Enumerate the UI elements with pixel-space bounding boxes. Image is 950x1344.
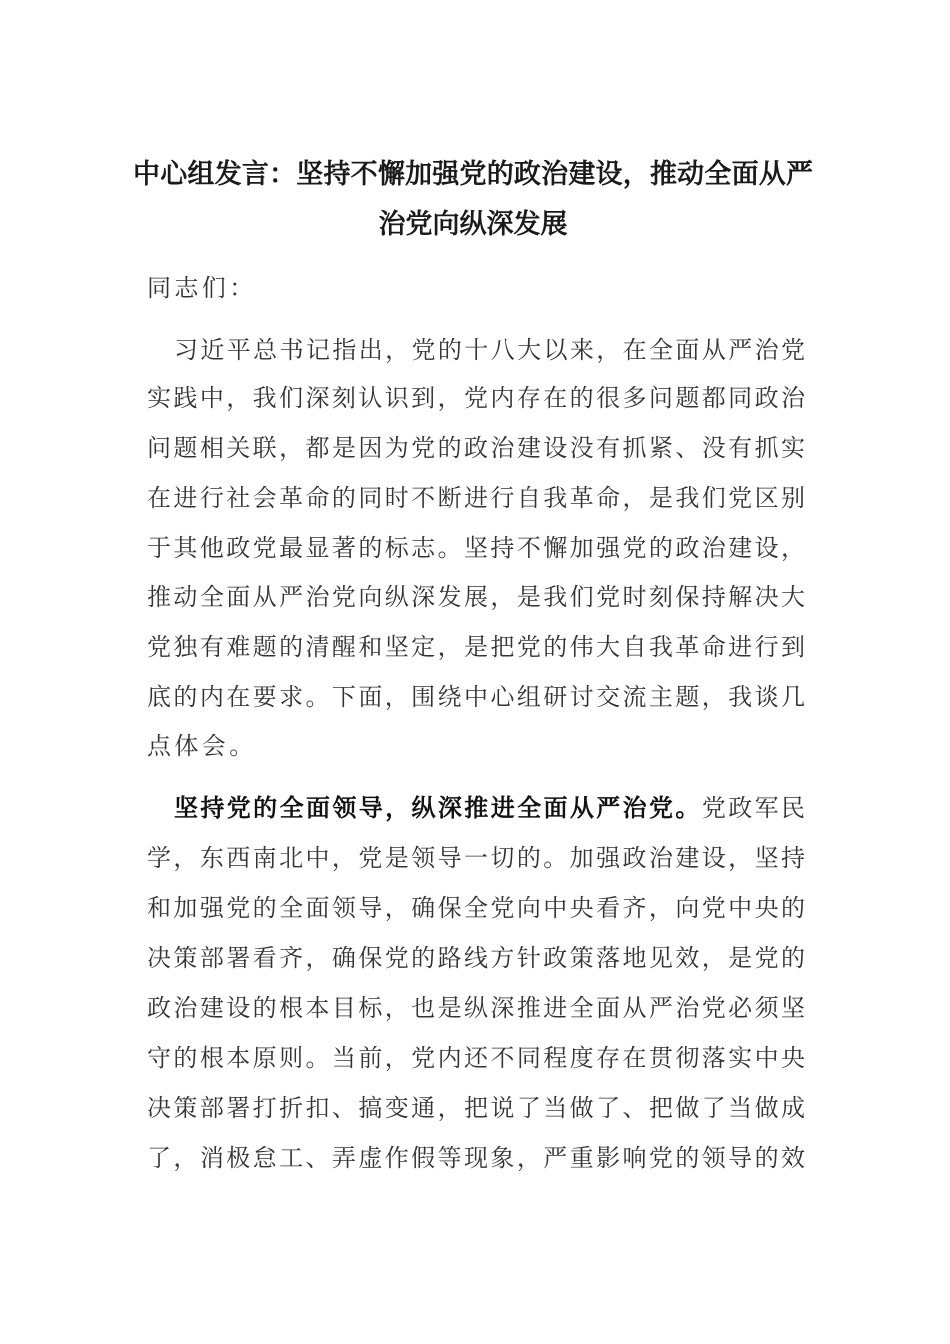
paragraph-line: 点体会。: [147, 732, 257, 760]
paragraph-line: 和加强党的全面领导，确保全党向中央看齐，向党中央的: [147, 894, 805, 922]
paragraph-line: 党独有难题的清醒和坚定，是把党的伟大自我革命进行到: [147, 633, 805, 661]
paragraph-line: 政治建设的根本目标，也是纵深推进全面从严治党必须坚: [147, 994, 805, 1022]
salutation: 同志们：: [147, 274, 257, 302]
paragraph-line: 学，东西南北中，党是领导一切的。加强政治建设，坚持: [147, 844, 805, 872]
paragraph-line: 于其他政党最显著的标志。坚持不懈加强党的政治建设，: [147, 534, 805, 562]
paragraph-line: 了，消极怠工、弄虚作假等现象，严重影响党的领导的效: [147, 1144, 805, 1172]
paragraph-line: 推动全面从严治党向纵深发展，是我们党时刻保持解决大: [147, 583, 805, 611]
document-title-line-2: 治党向纵深发展: [378, 209, 568, 240]
paragraph-line: 底的内在要求。下面，围绕中心组研讨交流主题，我谈几: [147, 683, 805, 711]
paragraph-text: 党政军民: [701, 794, 805, 822]
paragraph-line: 在进行社会革命的同时不断进行自我革命，是我们党区别: [147, 484, 805, 512]
paragraph-line: 决策部署看齐，确保党的路线方针政策落地见效，是党的: [147, 944, 805, 972]
paragraph-line: 守的根本原则。当前，党内还不同程度存在贯彻落实中央: [147, 1044, 805, 1072]
document-title-line-1: 中心组发言：坚持不懈加强党的政治建设，推动全面从严: [133, 159, 813, 190]
paragraph-line: 决策部署打折扣、搞变通，把说了当做了、把做了当做成: [147, 1094, 805, 1122]
section-heading: 坚持党的全面领导，纵深推进全面从严治党。: [174, 794, 702, 822]
paragraph-line: 实践中，我们深刻认识到，党内存在的很多问题都同政治: [147, 384, 805, 412]
paragraph-line: 问题相关联，都是因为党的政治建设没有抓紧、没有抓实: [147, 434, 805, 462]
paragraph-line: [147, 783, 805, 833]
paragraph-line: 习近平总书记指出，党的十八大以来，在全面从严治党: [174, 336, 805, 364]
